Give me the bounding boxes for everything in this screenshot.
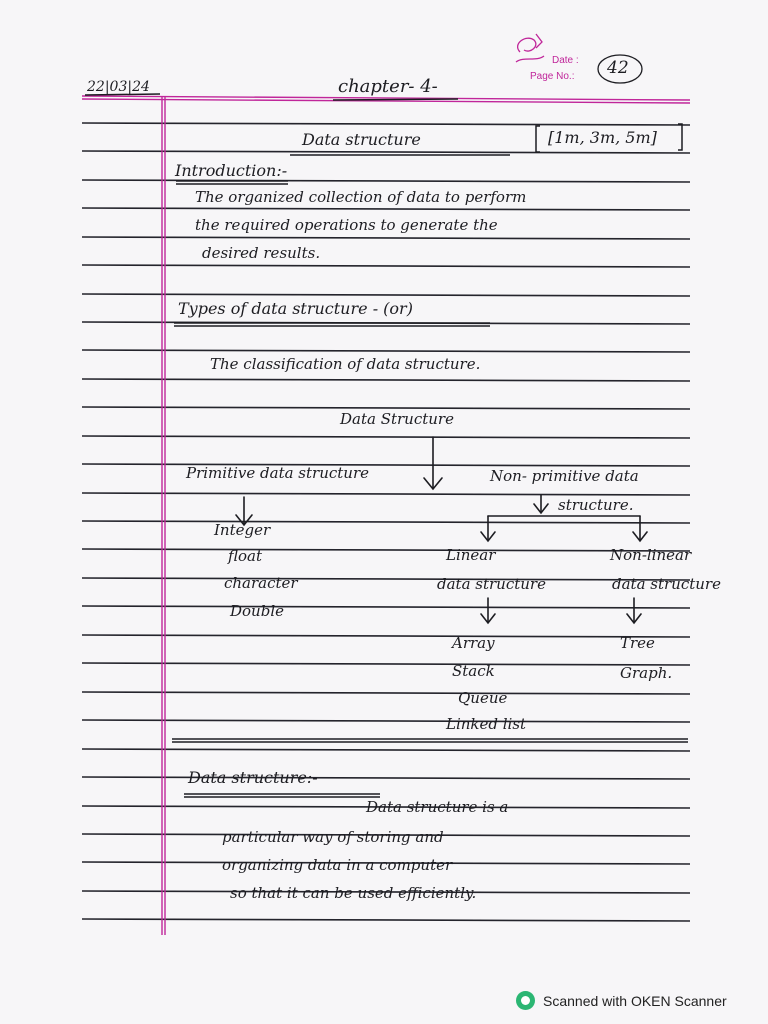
- linear-item-queue: Queue: [458, 689, 508, 707]
- date-label: Date :: [552, 55, 579, 66]
- linear-item-array: Array: [452, 634, 495, 652]
- primitive-item-double: Double: [230, 602, 284, 620]
- tree-root: Data Structure: [340, 410, 454, 428]
- linear-item-linked-list: Linked list: [446, 715, 527, 733]
- nonlinear-item-graph: Graph.: [620, 664, 673, 682]
- marks-label: [1m, 3m, 5m]: [548, 128, 657, 147]
- page-heading: Data structure: [302, 130, 421, 149]
- intro-line-2: the required operations to generate the: [195, 216, 498, 234]
- intro-line-3: desired results.: [202, 244, 321, 262]
- primitive-item-integer: Integer: [214, 521, 271, 539]
- definition-line-1: Data structure is a: [366, 798, 509, 816]
- oken-scanner-logo-icon: [516, 991, 535, 1010]
- non-linear-node-cont: data structure: [612, 575, 721, 593]
- linear-node-cont: data structure: [437, 575, 546, 593]
- primitive-item-character: character: [224, 574, 298, 592]
- page-no-label: Page No.:: [530, 71, 575, 82]
- introduction-heading: Introduction:-: [175, 161, 288, 180]
- non-linear-node: Non-linear: [610, 546, 692, 564]
- classification-line: The classification of data structure.: [210, 355, 481, 373]
- primitive-node: Primitive data structure: [186, 464, 370, 482]
- linear-item-stack: Stack: [452, 662, 495, 680]
- primitive-item-float: float: [228, 547, 263, 565]
- types-heading: Types of data structure - (or): [178, 299, 413, 318]
- non-primitive-node-cont: structure.: [558, 496, 634, 514]
- chapter-title: chapter- 4-: [338, 76, 438, 97]
- intro-line-1: The organized collection of data to perform: [195, 188, 527, 206]
- nonlinear-item-tree: Tree: [620, 634, 655, 652]
- definition-line-3: organizing data in a computer: [222, 856, 453, 874]
- non-primitive-node: Non- primitive data: [490, 467, 639, 485]
- scanner-footer: [516, 991, 727, 1010]
- page-number: 42: [607, 58, 629, 78]
- definition-line-2: particular way of storing and: [222, 828, 444, 846]
- scanner-footer-text: Scanned with OKEN Scanner: [543, 992, 727, 1009]
- linear-node: Linear: [446, 546, 496, 564]
- definition-heading: Data structure:-: [188, 768, 318, 787]
- definition-line-4: so that it can be used efficiently.: [230, 884, 477, 902]
- page-date: 22|03|24: [87, 79, 150, 95]
